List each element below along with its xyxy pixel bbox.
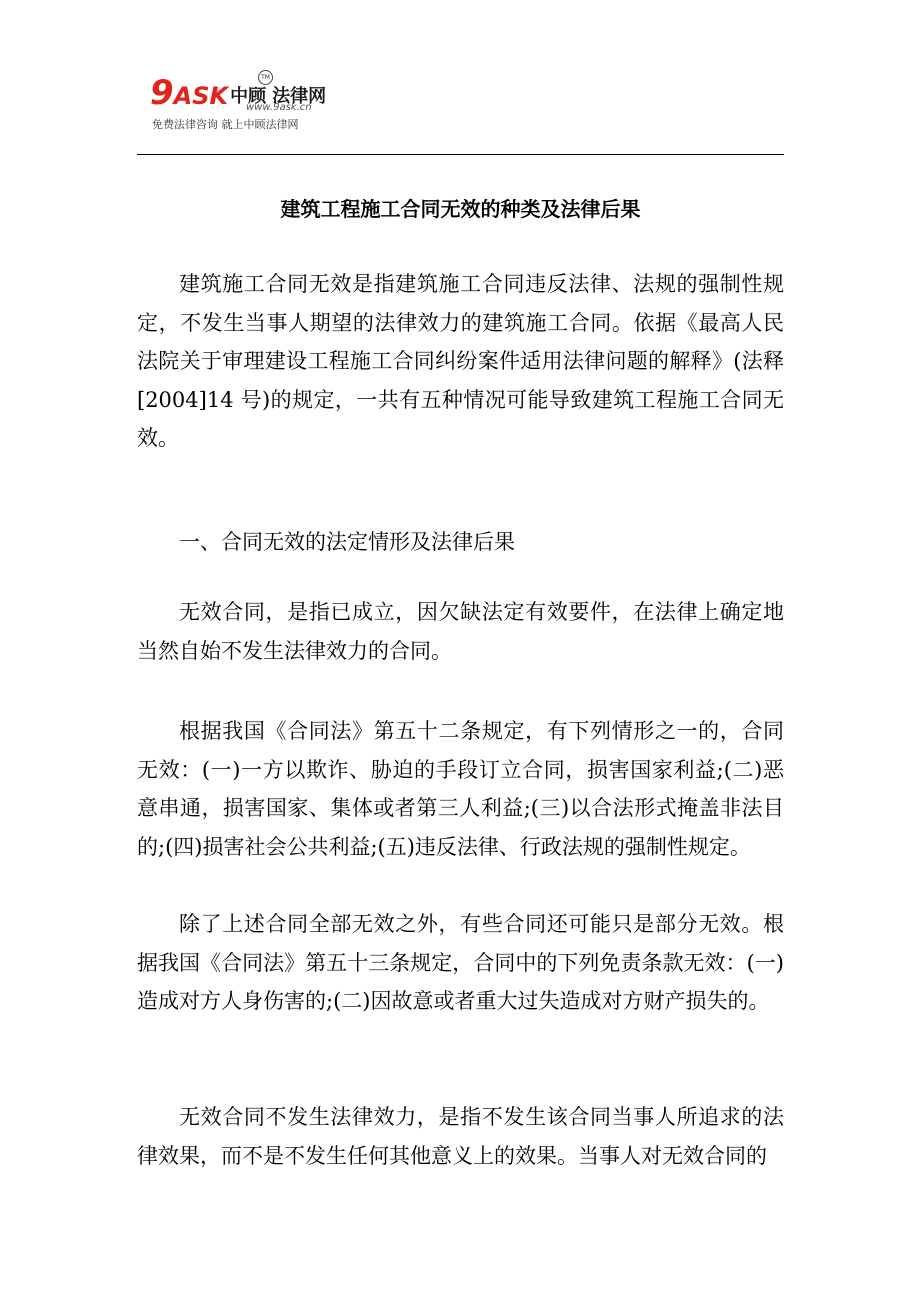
logo-mark-ask: ASK (173, 82, 229, 110)
logo-slogan: 免费法律咨询 就上中顾法律网 (152, 118, 299, 131)
paragraph-intro: 建筑施工合同无效是指建筑施工合同违反法律、法规的强制性规定，不发生当事人期望的法律效力的建筑施工合同。依据《最高人民法院关于审理建设工程施工合同纠纷案件适用法律问题的解释》(法释[2004]14 号)的规定，一共有五种情况可能导致建筑工程施工合同无效。 (137, 272, 784, 450)
trademark-icon: TM (258, 70, 273, 85)
section-heading: 一、合同无效的法定情形及法律后果 (179, 530, 515, 554)
logo-mark-9: 9 (150, 73, 173, 113)
header-divider (137, 154, 784, 155)
paragraph-article-53: 除了上述合同全部无效之外，有些合同还可能只是部分无效。根据我国《合同法》第五十三条规定，合同中的下列免责条款无效：(一)造成对方人身伤害的;(二)因故意或者重大过失造成对方财产损失的。 (137, 912, 784, 1013)
document-title: 建筑工程施工合同无效的种类及法律后果 (280, 197, 641, 221)
site-logo[interactable] (150, 70, 350, 134)
paragraph-definition: 无效合同，是指已成立，因欠缺法定有效要件，在法律上确定地当然自始不发生法律效力的合同。 (137, 600, 784, 663)
logo-brand-site: 法律网 (272, 86, 327, 107)
logo-brand-cn: 中顾 (230, 86, 267, 107)
paragraph-article-52: 根据我国《合同法》第五十二条规定，有下列情形之一的，合同无效：(一)一方以欺诈、胁迫的手段订立合同，损害国家利益;(二)恶意串通，损害国家、集体或者第三人利益;(三)以合法形式掩盖非法目的;(四)损害社会公共利益;(五)违反法律、行政法规的强制性规定。 (137, 719, 784, 859)
paragraph-effect: 无效合同不发生法律效力，是指不发生该合同当事人所追求的法律效果，而不是不发生任何其他意义上的效果。当事人对无效合同的 (137, 1105, 784, 1168)
logo-url: www.9ask.cn (246, 102, 312, 113)
